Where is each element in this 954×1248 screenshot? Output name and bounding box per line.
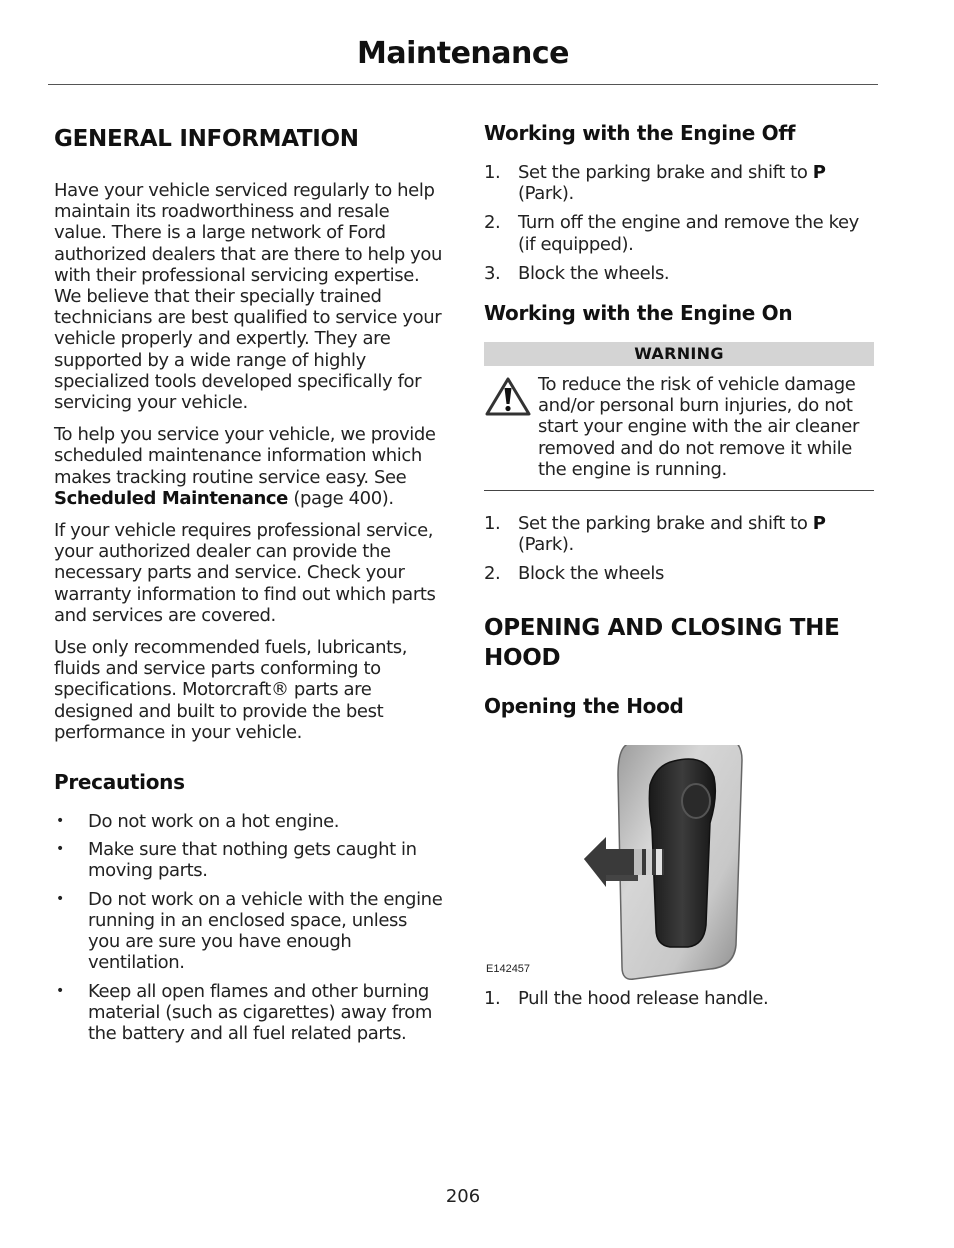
list-item-text: Do not work on a hot engine. bbox=[88, 811, 340, 833]
warning-triangle-icon bbox=[484, 376, 532, 418]
step-number: 2. bbox=[484, 212, 501, 234]
step-emphasis: P bbox=[812, 162, 826, 183]
engine-on-heading: Working with the Engine On bbox=[484, 301, 793, 326]
step-text-end: (Park). bbox=[518, 183, 574, 205]
left-column bbox=[54, 118, 444, 1051]
precautions-heading: Precautions bbox=[54, 770, 185, 795]
step-number: 2. bbox=[484, 563, 501, 585]
opening-hood-heading: Opening the Hood bbox=[484, 693, 684, 718]
general-paragraph-4: Use only recommended fuels, lubricants, fluids and service parts conforming to specifications. Motorcraft® parts are designed and built to provide the best performance in your vehicle. bbox=[54, 637, 408, 743]
step-number: 1. bbox=[484, 987, 501, 1009]
list-item bbox=[484, 988, 874, 1009]
precautions-list bbox=[54, 811, 444, 1044]
bullet: • bbox=[56, 982, 64, 999]
warning-label: WARNING bbox=[484, 342, 874, 366]
warning-box bbox=[484, 374, 874, 480]
list-item bbox=[484, 263, 874, 284]
scheduled-maintenance-link[interactable]: Scheduled Maintenance bbox=[54, 487, 288, 509]
page-reference: (page 400). bbox=[288, 487, 394, 509]
list-item-text: Do not work on a vehicle with the engine running in an enclosed space, unless you are sure you have enough ventilation. bbox=[88, 888, 443, 974]
bullet: • bbox=[56, 813, 64, 830]
title-divider bbox=[48, 84, 878, 85]
list-item bbox=[54, 839, 444, 881]
list-item-text: Make sure that nothing gets caught in moving parts. bbox=[88, 839, 417, 882]
general-paragraph-2 bbox=[54, 424, 444, 509]
general-information-heading: GENERAL INFORMATION bbox=[54, 126, 359, 152]
list-item bbox=[484, 513, 874, 555]
step-text: Block the wheels bbox=[518, 563, 664, 585]
step-text: Set the parking brake and shift to bbox=[518, 162, 813, 183]
step-text: Turn off the engine and remove the key (if equipped). bbox=[518, 212, 859, 255]
list-item bbox=[54, 811, 444, 832]
hood-release-handle-illustration bbox=[484, 745, 874, 985]
engine-on-steps bbox=[484, 513, 874, 585]
page-title: Maintenance bbox=[356, 36, 569, 71]
list-item bbox=[54, 981, 444, 1045]
page-number: 206 bbox=[445, 1186, 481, 1207]
general-paragraph-1: Have your vehicle serviced regularly to help maintain its roadworthiness and resale value. There is a large network of Ford authorized dealers that are there to help you with their professional servicing expertise. We believe that their specially trained technicians are best qualified to service your vehicle properly and expertly. They are supported by a wide range of highly specialized tools developed specifically for servicing your vehicle. bbox=[54, 180, 443, 414]
list-item bbox=[54, 889, 444, 974]
hood-release-figure bbox=[484, 745, 874, 1020]
right-column bbox=[484, 118, 874, 1017]
engine-off-steps bbox=[484, 162, 874, 284]
list-item bbox=[484, 162, 874, 204]
opening-hood-steps bbox=[484, 988, 874, 1009]
list-item-text: Keep all open flames and other burning material (such as cigarettes) away from the battery and all fuel related parts. bbox=[88, 980, 433, 1044]
bullet: • bbox=[56, 890, 64, 907]
warning-divider bbox=[484, 490, 874, 491]
bullet: • bbox=[56, 841, 64, 858]
step-text: Set the parking brake and shift to bbox=[518, 513, 813, 535]
paragraph-2-text: To help you service your vehicle, we provide scheduled maintenance information which makes tracking routine service easy. See bbox=[54, 424, 436, 488]
step-number: 1. bbox=[484, 162, 501, 183]
list-item bbox=[484, 212, 874, 254]
list-item bbox=[484, 563, 874, 584]
hood-heading: OPENING AND CLOSING THE HOOD bbox=[484, 614, 840, 671]
step-text: Block the wheels. bbox=[518, 262, 670, 284]
general-paragraph-3: If your vehicle requires professional service, your authorized dealer can provide the necessary parts and service. Check your warranty information to find out which parts and services are covered. bbox=[54, 520, 436, 626]
engine-off-heading: Working with the Engine Off bbox=[484, 121, 796, 145]
step-text: Pull the hood release handle. bbox=[518, 987, 769, 1009]
step-text-end: (Park). bbox=[518, 534, 574, 556]
step-emphasis: P bbox=[812, 513, 826, 535]
warning-text: To reduce the risk of vehicle damage and/or personal burn injuries, do not start your engine with the air cleaner removed and do not remove it while the engine is running. bbox=[538, 374, 859, 480]
step-number: 3. bbox=[484, 262, 501, 284]
figure-id: E142457 bbox=[486, 962, 531, 975]
step-number: 1. bbox=[484, 513, 501, 535]
